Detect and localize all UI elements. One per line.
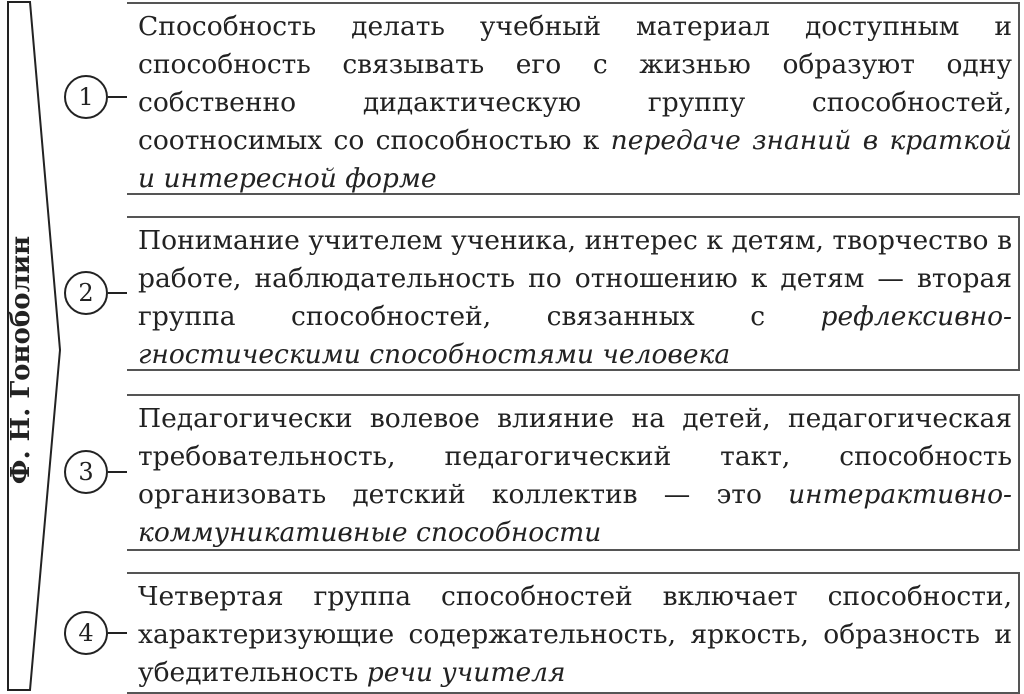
group-number-2: 2 xyxy=(64,271,108,315)
group-text-4: Четвертая группа способностей включает способности, характеризующие содержательность, яркость, образность и убедительность xyxy=(138,581,1012,688)
group-box-4 xyxy=(127,572,1020,694)
group-number-1: 1 xyxy=(64,75,108,119)
group-text-2: Понимание учителем ученика, интерес к детям, творчество в работе, наблюдательность по отношению к детям — вторая группа способностей, связанных с xyxy=(138,225,1012,332)
group-emphasis-3: интерактивно-коммуникативные способности xyxy=(138,479,1012,548)
group-emphasis-2: рефлексивно-гностическими способностями человека xyxy=(138,301,1012,370)
group-box-1 xyxy=(127,2,1020,195)
group-emphasis-1: передаче знаний в краткой и интересной форме xyxy=(138,125,1013,194)
group-text-3: Педагогически волевое влияние на детей, педагогическая требовательность, педагогический такт, способность организовать детский коллектив — это xyxy=(138,403,1012,510)
group-box-3 xyxy=(127,394,1020,551)
group-box-2 xyxy=(127,216,1020,371)
group-text-1: Способность делать учебный материал доступным и способность связывать его с жизнью образуют одну собственно дидактическую группу способностей, соотносимых со способностью к xyxy=(138,11,1012,156)
author-name: Ф. Н. Гоноболин xyxy=(6,235,36,485)
group-number-4: 4 xyxy=(64,611,108,655)
group-number-3: 3 xyxy=(64,450,108,494)
author-label xyxy=(4,235,38,485)
group-emphasis-4: речи учителя xyxy=(366,657,566,688)
